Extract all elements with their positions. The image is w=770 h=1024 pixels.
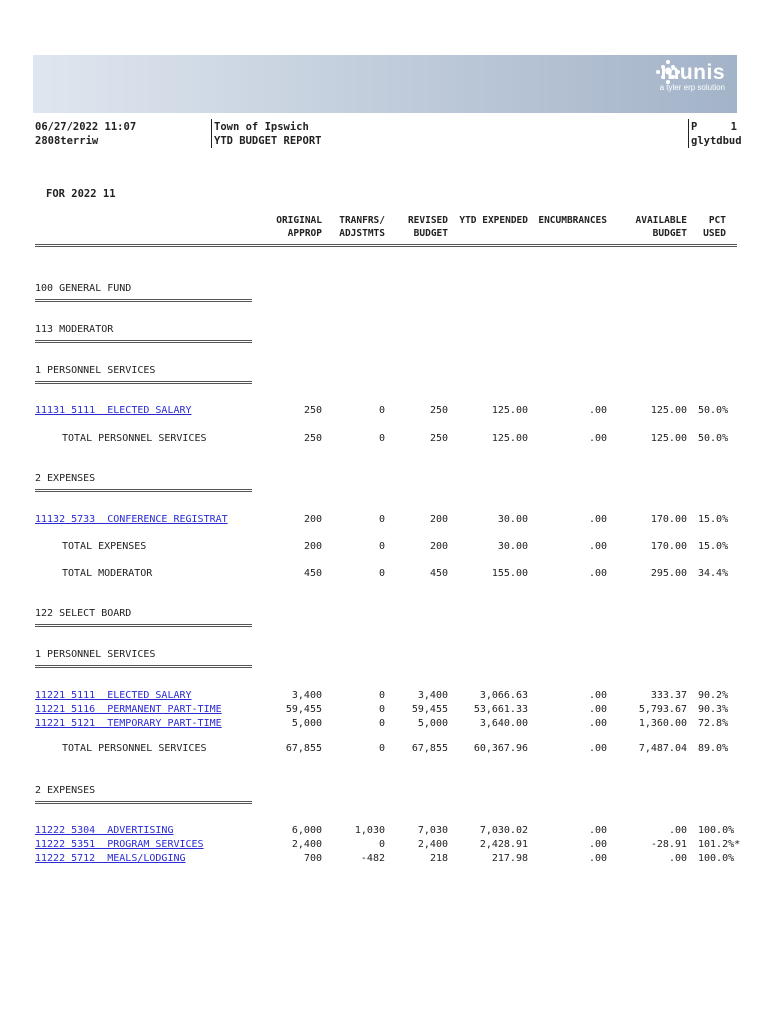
total-label: TOTAL EXPENSES [62,541,147,552]
cell-tran: 0 [378,718,385,729]
account-link[interactable]: 11131 5111 ELECTED SALARY [35,405,192,416]
cell-orig: 250 [303,405,322,416]
cell-tran: 0 [378,514,385,525]
cell-rev: 7,030 [417,825,448,836]
cell-orig: 450 [303,568,322,579]
cell-pct: 100.0% [698,853,735,864]
cell-rev: 200 [429,541,448,552]
cell-avail: .00 [668,825,687,836]
cell-orig: 200 [303,541,322,552]
cell-ytd: 3,640.00 [479,718,528,729]
category-heading: 1 PERSONNEL SERVICES [35,649,156,660]
cell-rev: 200 [429,514,448,525]
cell-pct: 15.0% [698,541,729,552]
cell-pct: 72.8% [698,718,729,729]
col-ytd-expended: YTD EXPENDED [459,215,528,226]
cell-orig: 200 [303,514,322,525]
cell-pct: 101.2%* [698,839,741,850]
cell-pct: 89.0% [698,743,729,754]
heading-underline [35,381,252,384]
cell-tran: -482 [360,853,385,864]
cell-rev: 250 [429,405,448,416]
cell-rev: 3,400 [417,690,448,701]
cell-ytd: 155.00 [491,568,528,579]
cell-tran: 1,030 [354,825,385,836]
cell-pct: 50.0% [698,405,729,416]
header-divider [211,119,212,148]
header-center [214,120,321,148]
col-encumbrances: ENCUMBRANCES [538,215,607,226]
cell-pct: 50.0% [698,433,729,444]
account-link[interactable]: 11221 5116 PERMANENT PART-TIME [35,704,222,715]
account-link[interactable]: 11221 5121 TEMPORARY PART-TIME [35,718,222,729]
cell-pct: 90.3% [698,704,729,715]
cell-avail: 125.00 [650,405,687,416]
cell-tran: 0 [378,405,385,416]
cell-enc: .00 [588,568,607,579]
cell-tran: 0 [378,568,385,579]
cell-ytd: 217.98 [491,853,528,864]
header-rule [35,244,737,247]
logo-tagline: a tyler erp solution [659,83,725,92]
cell-enc: .00 [588,718,607,729]
fund-heading: 100 GENERAL FUND [35,283,132,294]
period-label: FOR 2022 11 [46,188,116,200]
report-datetime: 06/27/2022 11:07 [35,121,137,133]
cell-enc: .00 [588,433,607,444]
heading-underline [35,624,252,627]
col-original-approp: ORIGINAL APPROP [276,215,322,239]
cell-enc: .00 [588,690,607,701]
cell-orig: 59,455 [285,704,322,715]
cell-avail: 125.00 [650,433,687,444]
cell-avail: 333.37 [650,690,687,701]
cell-avail: 5,793.67 [638,704,687,715]
cell-enc: .00 [588,514,607,525]
report-user: 2808terriw [35,135,99,147]
report-banner [33,55,737,113]
cell-avail: .00 [668,853,687,864]
cell-orig: 5,000 [291,718,322,729]
cell-avail: 7,487.04 [638,743,687,754]
col-pct-used: PCT USED [703,215,726,239]
cell-tran: 0 [378,541,385,552]
col-revised-budget: REVISED BUDGET [407,215,448,239]
account-link[interactable]: 11222 5304 ADVERTISING [35,825,174,836]
munis-logo [660,61,725,92]
cell-ytd: 30.00 [497,514,528,525]
org-name: Town of Ipswich [214,121,309,133]
heading-underline [35,801,252,804]
cell-ytd: 2,428.91 [479,839,528,850]
cell-enc: .00 [588,853,607,864]
header-right [691,120,742,148]
cell-orig: 700 [303,853,322,864]
heading-underline [35,340,252,343]
cell-rev: 450 [429,568,448,579]
heading-underline [35,489,252,492]
account-link[interactable]: 11221 5111 ELECTED SALARY [35,690,192,701]
total-label: TOTAL PERSONNEL SERVICES [62,433,207,444]
cell-orig: 2,400 [291,839,322,850]
cell-rev: 2,400 [417,839,448,850]
heading-underline [35,299,252,302]
category-heading: 2 EXPENSES [35,473,96,484]
cell-rev: 5,000 [417,718,448,729]
cell-ytd: 7,030.02 [479,825,528,836]
cell-ytd: 125.00 [491,405,528,416]
col-transfers-adjustments: TRANFRS/ ADJSTMTS [339,215,385,239]
cell-orig: 67,855 [285,743,322,754]
cell-pct: 90.2% [698,690,729,701]
page-label: P [691,121,698,133]
category-heading: 1 PERSONNEL SERVICES [35,365,156,376]
cell-rev: 250 [429,433,448,444]
cell-tran: 0 [378,433,385,444]
cell-orig: 3,400 [291,690,322,701]
total-label: TOTAL MODERATOR [62,568,153,579]
cell-orig: 250 [303,433,322,444]
cell-tran: 0 [378,690,385,701]
category-heading: 2 EXPENSES [35,785,96,796]
cell-pct: 34.4% [698,568,729,579]
cell-avail: -28.91 [650,839,687,850]
cell-avail: 170.00 [650,514,687,525]
report-name: YTD BUDGET REPORT [214,135,322,147]
cell-tran: 0 [378,743,385,754]
cell-rev: 59,455 [411,704,448,715]
cell-ytd: 30.00 [497,541,528,552]
logo-wordmark: munis [660,61,725,84]
col-available-budget: AVAILABLE BUDGET [635,215,687,239]
cell-enc: .00 [588,704,607,715]
total-label: TOTAL PERSONNEL SERVICES [62,743,207,754]
cell-ytd: 53,661.33 [473,704,528,715]
cell-avail: 295.00 [650,568,687,579]
header-divider-right [688,119,689,148]
page-number: 1 [730,121,737,133]
cell-avail: 1,360.00 [638,718,687,729]
cell-tran: 0 [378,704,385,715]
cell-enc: .00 [588,405,607,416]
dept-heading: 122 SELECT BOARD [35,608,132,619]
cell-orig: 6,000 [291,825,322,836]
heading-underline [35,665,252,668]
cell-pct: 15.0% [698,514,729,525]
cell-ytd: 60,367.96 [473,743,528,754]
cell-ytd: 3,066.63 [479,690,528,701]
cell-tran: 0 [378,839,385,850]
account-link[interactable]: 11222 5712 MEALS/LODGING [35,853,186,864]
account-link[interactable]: 11222 5351 PROGRAM SERVICES [35,839,204,850]
cell-enc: .00 [588,825,607,836]
cell-enc: .00 [588,839,607,850]
dept-heading: 113 MODERATOR [35,324,114,335]
cell-pct: 100.0% [698,825,735,836]
cell-ytd: 125.00 [491,433,528,444]
cell-rev: 218 [429,853,448,864]
cell-avail: 170.00 [650,541,687,552]
header-left [35,120,136,148]
cell-enc: .00 [588,541,607,552]
cell-rev: 67,855 [411,743,448,754]
cell-enc: .00 [588,743,607,754]
program-name: glytdbud [691,135,742,147]
account-link[interactable]: 11132 5733 CONFERENCE REGISTRAT [35,514,228,525]
